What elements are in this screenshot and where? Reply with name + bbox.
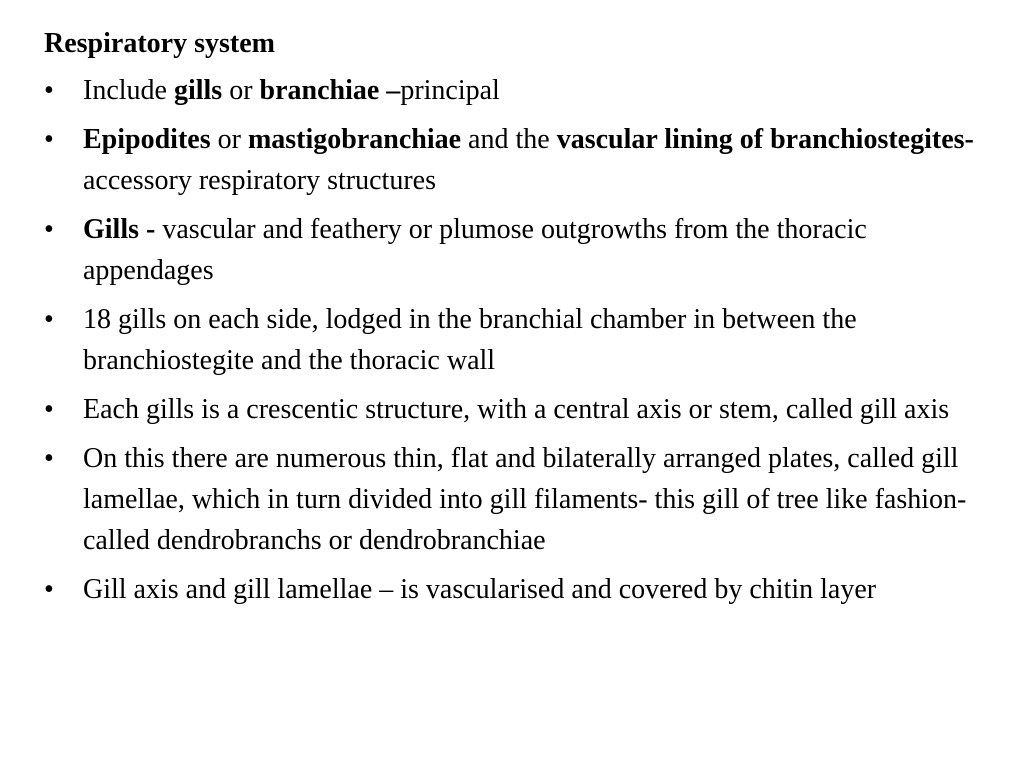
bullet-text: principal	[400, 75, 500, 106]
bullet-text: vascular and feathery or plumose outgrowths from the thoracic appendages	[83, 214, 867, 286]
bullet-icon: •	[44, 443, 54, 474]
bullet-icon: •	[44, 304, 54, 335]
bullet-icon: •	[44, 394, 54, 425]
bullet-item	[44, 438, 984, 561]
bullet-item	[44, 389, 984, 430]
bullet-bold-text: mastigobranchiae	[247, 124, 462, 155]
bullet-icon: •	[44, 574, 54, 605]
bullet-text: On this there are numerous thin, flat and bilaterally arranged plates, called gill lamellae, which in turn divided into gill filaments- this gill of tree like fashion- called dendrobranchs or dendrobranchiae	[83, 443, 967, 556]
bullet-list	[44, 70, 984, 610]
bullet-text: Gill axis and gill lamellae – is vascularised and covered by chitin layer	[83, 574, 877, 605]
bullet-icon: •	[44, 214, 54, 245]
bullet-bold-text: Epipodites	[83, 124, 211, 155]
bullet-text: Include	[83, 75, 174, 106]
bullet-item	[44, 70, 984, 111]
bullet-bold-text: vascular lining of branchiostegites-	[556, 124, 974, 155]
bullet-item	[44, 569, 984, 610]
bullet-bold-text: Gills -	[83, 214, 163, 245]
bullet-icon: •	[44, 75, 54, 106]
bullet-bold-text: gills	[173, 75, 223, 106]
bullet-text: or	[222, 75, 260, 106]
bullet-text: accessory respiratory structures	[83, 165, 436, 196]
bullet-item	[44, 299, 984, 381]
bullet-text: Each gills is a crescentic structure, with a central axis or stem, called gill axis	[83, 394, 950, 425]
bullet-text: and the	[461, 124, 557, 155]
bullet-icon: •	[44, 124, 54, 155]
bullet-item	[44, 209, 984, 291]
bullet-text: 18 gills on each side, lodged in the branchial chamber in between the branchiostegite and the thoracic wall	[83, 304, 857, 376]
slide-title: Respiratory system	[44, 28, 275, 59]
bullet-text: or	[210, 124, 248, 155]
bullet-item	[44, 119, 984, 201]
bullet-bold-text: branchiae –	[259, 75, 401, 106]
